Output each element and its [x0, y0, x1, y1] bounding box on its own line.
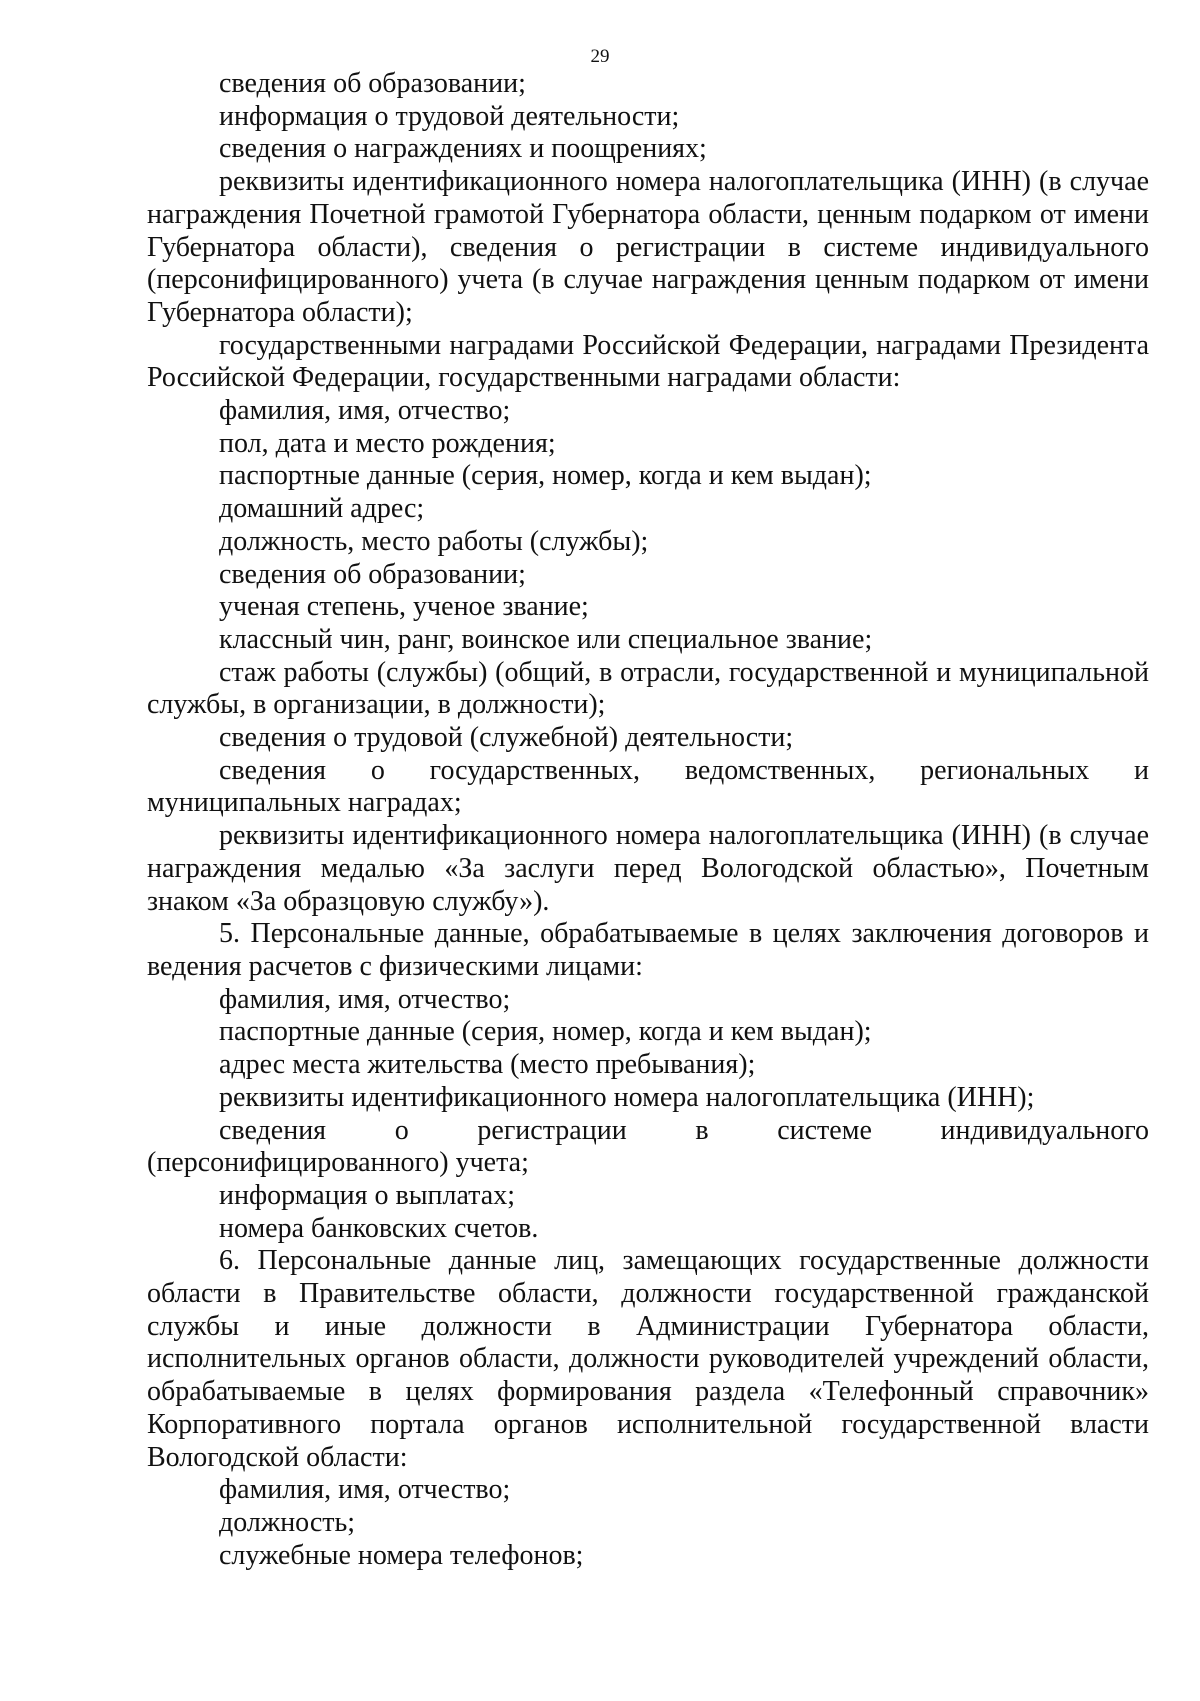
paragraph: 5. Персональные данные, обрабатываемые в целях заключения договоров и ведения расчетов с физическими лицами: [147, 918, 1149, 982]
paragraph: служебные номера телефонов; [219, 1539, 584, 1571]
paragraph: должность; [219, 1506, 356, 1538]
paragraph: должность, место работы (службы); [219, 525, 649, 557]
document-body [147, 68, 1149, 1572]
paragraph: государственными наградами Российской Федерации, наградами Президента Российской Федерации, государственными наградами области: [147, 329, 1149, 394]
paragraph: ученая степень, ученое звание; [219, 591, 589, 623]
paragraph: сведения об образовании; [219, 68, 526, 99]
paragraph: реквизиты идентификационного номера налогоплательщика (ИНН); [219, 1081, 1035, 1113]
paragraph: фамилия, имя, отчество; [219, 983, 511, 1015]
paragraph: номера банковских счетов. [219, 1212, 539, 1244]
paragraph: паспортные данные (серия, номер, когда и кем выдан); [219, 460, 872, 492]
paragraph: реквизиты идентификационного номера налогоплательщика (ИНН) (в случае награждения Почетной грамотой Губернатора области, ценным подарком от имени Губернатора области), сведения о регистрации в системе индивидуального (персонифицированного) учета (в случае награждения ценным подарком от имени Губернатора области); [147, 166, 1149, 328]
paragraph: сведения об образовании; [219, 558, 526, 590]
paragraph: информация о трудовой деятельности; [219, 100, 680, 132]
page-number: 29 [590, 46, 610, 67]
paragraph: стаж работы (службы) (общий, в отрасли, государственной и муниципальной службы, в организации, в должности); [147, 656, 1149, 721]
paragraph: сведения о награждениях и поощрениях; [219, 133, 707, 165]
paragraph: фамилия, имя, отчество; [219, 1474, 511, 1506]
paragraph: домашний адрес; [219, 493, 425, 525]
paragraph: сведения о регистрации в системе индивидуального (персонифицированного) учета; [147, 1114, 1149, 1179]
paragraph: фамилия, имя, отчество; [219, 395, 511, 427]
paragraph: реквизиты идентификационного номера налогоплательщика (ИНН) (в случае награждения медалью «За заслуги перед Вологодской областью», Почетным знаком «За образцовую службу»). [147, 820, 1149, 917]
paragraph: паспортные данные (серия, номер, когда и кем выдан); [219, 1016, 872, 1048]
paragraph: сведения о трудовой (служебной) деятельности; [219, 722, 794, 754]
paragraph: информация о выплатах; [219, 1179, 515, 1211]
paragraph: пол, дата и место рождения; [219, 427, 556, 459]
paragraph: сведения о государственных, ведомственных, региональных и муниципальных наградах; [147, 754, 1149, 819]
paragraph: 6. Персональные данные лиц, замещающих государственные должности области в Правительстве области, должности государственной гражданской службы и иные должности в Администрации Губернатора области, исполнительных органов области, должности руководителей учреждений области, обрабатываемые в целях формирования раздела «Телефонный справочник» Корпоративного портала органов исполнительной государственной власти Вологодской области: [147, 1245, 1149, 1473]
paragraph: адрес места жительства (место пребывания); [219, 1049, 756, 1081]
paragraph: классный чин, ранг, воинское или специальное звание; [219, 623, 873, 655]
